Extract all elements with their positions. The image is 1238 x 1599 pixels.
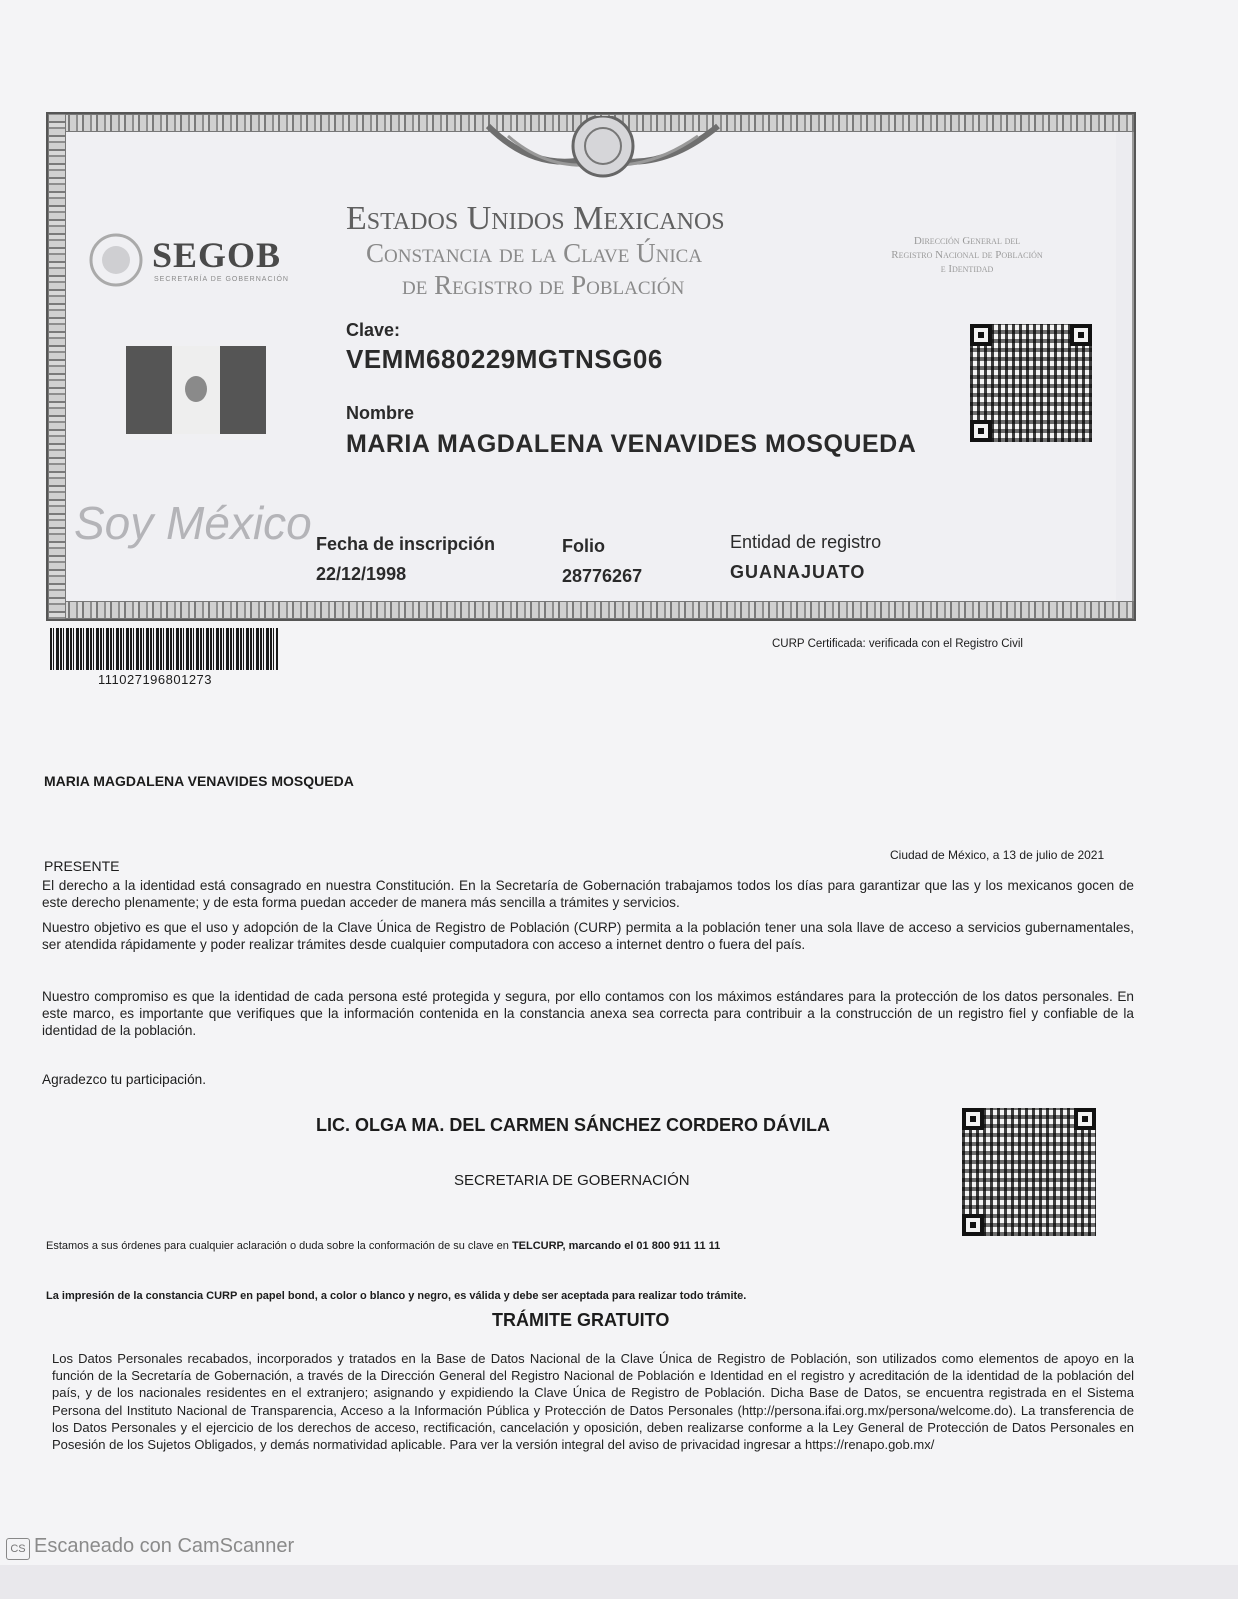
thanks: Agradezco tu participación. xyxy=(42,1072,206,1087)
curp-certified-note: CURP Certificada: verificada con el Registro Civil xyxy=(772,638,1023,650)
doc-title-line2: de Registro de Población xyxy=(402,270,685,300)
paragraph-2: Nuestro objetivo es que el uso y adopción de la Clave Única de Registro de Población (CURP) permita a la población tener una sola llave de acceso a servicios gubernamentales, ser atendida rápidamente y poder realizar trámites desde cualquier computadora con acceso a internet dentro o fuera del país. xyxy=(42,920,1134,952)
soy-mexico-slogan: Soy México xyxy=(74,497,312,549)
country-title: Estados Unidos Mexicanos xyxy=(346,200,725,237)
national-seal-icon xyxy=(478,116,728,188)
direccion-general: Dirección General del Registro Nacional de Población e Identidad xyxy=(891,235,1043,275)
border-bottom xyxy=(48,601,1134,619)
print-notice: La impresión de la constancia CURP en papel bond, a color o blanco y negro, es válida y debe ser aceptada para realizar todo trámite. xyxy=(46,1290,747,1302)
entidad-label: Entidad de registro xyxy=(730,532,882,552)
segob-subtitle: SECRETARÍA DE GOBERNACIÓN xyxy=(154,276,289,283)
mexican-flag-icon xyxy=(126,346,266,434)
barcode xyxy=(50,628,278,670)
telcurp-number: TELCURP, marcando el 01 800 911 11 11 xyxy=(511,1240,721,1252)
letter-date: Ciudad de México, a 13 de julio de 2021 xyxy=(890,848,1105,862)
curp-certificate xyxy=(46,112,1136,621)
paragraph-3: Nuestro compromiso es que la identidad de cada persona esté protegida y segura, por ello contamos con los máximos estándares para la protección de los datos personales. En este marco, es importante que verifiques que la información contenida en la constancia anexa sea correcta para contribuir a la construcción de un registro fiel y confiable de la identidad de la población. xyxy=(42,989,1134,1038)
fecha-inscripcion-value: 22/12/1998 xyxy=(316,564,407,584)
telcurp-prefix: Estamos a sus órdenes para cualquier aclaración o duda sobre la conformación de su clave en xyxy=(46,1240,512,1252)
entidad-value: GUANAJUATO xyxy=(730,562,866,582)
certificate-body xyxy=(66,132,1116,601)
scanner-footer: Escaneado con CamScanner xyxy=(34,1535,295,1557)
folio-label: Folio xyxy=(562,536,605,556)
signer-name: LIC. OLGA MA. DEL CARMEN SÁNCHEZ CORDERO DÁVILA xyxy=(316,1115,831,1135)
paragraph-1: El derecho a la identidad está consagrado en nuestra Constitución. En la Secretaría de Gobernación trabajamos todos los días para garantizar que las y los mexicanos gocen de este derecho plenamente; y de esta forma puedan acceder de manera más sencilla a trámites y servicios. xyxy=(42,878,1134,910)
border-right xyxy=(48,114,66,619)
clave-value: VEMM680229MGTNSG06 xyxy=(346,344,663,374)
privacy-notice: Los Datos Personales recabados, incorporados y tratados en la Base de Datos Nacional de la Clave Única de Registro de Población, son utilizados como elementos de apoyo en la función de la Secretaría de Gobernación, a través de la Dirección General del Registro Nacional de Población e Identidad en el registro y acreditación de la identidad de la población del país, y de los nacionales residentes en el extranjero; asignando y expidiendo la Clave Única de Registro de Población. Dicha Base de Datos, se encuentra registrada en el Sistema Persona del Instituto Nacional de Transparencia, Acceso a la Información Pública y Protección de Datos Personales (http://persona.ifai.org.mx/persona/welcome.do). La transferencia de los Datos Personales y el ejercicio de los derechos de acceso, rectificación, cancelación y oposición, deben realizarse conforme a la Ley General de Protección de Datos Personales en Posesión de los Sujetos Obligados, y demás normatividad aplicable. Para ver la versión integral del aviso de privacidad ingresar a https://renapo.gob.mx/ xyxy=(52,1351,1134,1453)
doc-title-line1: Constancia de la Clave Única xyxy=(366,238,703,268)
clave-label: Clave: xyxy=(346,320,401,340)
tramite-gratuito: TRÁMITE GRATUITO xyxy=(492,1310,670,1330)
segob-logo: SEGOB xyxy=(152,235,282,275)
fecha-inscripcion-label: Fecha de inscripción xyxy=(316,534,496,554)
recipient-name: MARIA MAGDALENA VENAVIDES MOSQUEDA xyxy=(44,773,354,789)
signer-title: SECRETARIA DE GOBERNACIÓN xyxy=(454,1172,690,1189)
certificate-qr-code xyxy=(970,324,1092,442)
nombre-label: Nombre xyxy=(346,403,415,423)
nombre-value: MARIA MAGDALENA VENAVIDES MOSQUEDA xyxy=(346,430,917,458)
letter-qr-code xyxy=(962,1108,1096,1236)
barcode-number: 111027196801273 xyxy=(98,672,213,687)
folio-value: 28776267 xyxy=(562,566,643,586)
segob-seal-icon xyxy=(88,232,144,288)
camscanner-icon: CS xyxy=(6,1538,30,1560)
presente: PRESENTE xyxy=(44,858,120,874)
telcurp-line xyxy=(46,1240,946,1252)
